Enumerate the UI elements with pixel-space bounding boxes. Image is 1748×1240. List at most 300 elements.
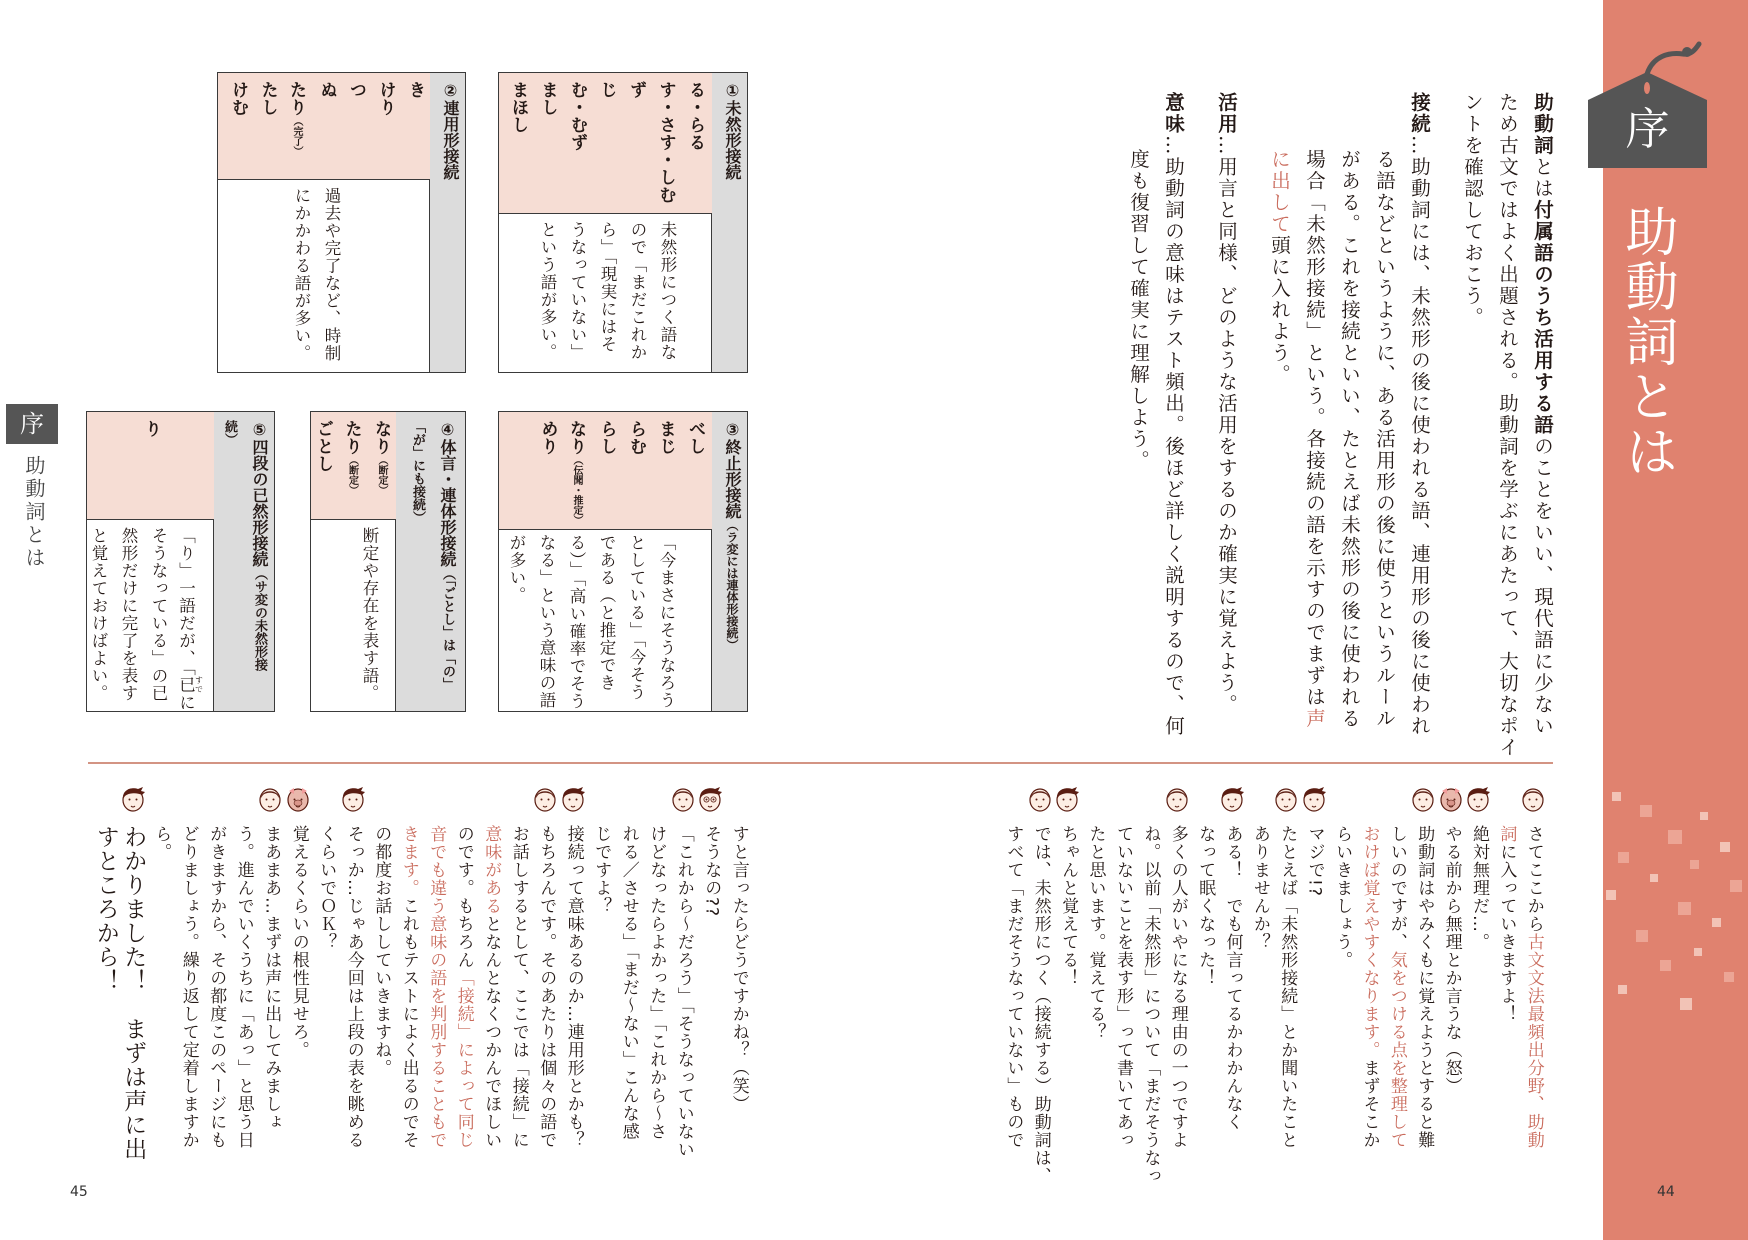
text-line (591, 534, 621, 711)
decor-square (1650, 874, 1658, 882)
highlight-text: 音でも違う意味の語を判別することもで (426, 825, 447, 1149)
text-line (341, 81, 371, 179)
text-segment: なり (566, 420, 586, 455)
dialogue-line (230, 786, 258, 1149)
table-word-list (499, 412, 712, 530)
text-segment: 「今まさにそうなろう (657, 534, 676, 709)
highlight-text: 気をつける点を整理して (1386, 951, 1407, 1149)
decor-square (1660, 960, 1671, 971)
body-text-line (1490, 92, 1525, 759)
text-segment: 覚えるくらいの根性見せろ。 (288, 825, 309, 1059)
text-segment: に入っていきますよ！ (1496, 843, 1517, 1023)
text-segment: る）」「高い確率でそう (567, 534, 586, 710)
text-segment: なって眠くなった！ (1195, 825, 1216, 987)
dialogue-line (1410, 786, 1437, 1149)
dialogue-line (1273, 786, 1300, 1149)
text-segment: けどなったらよかった」「これから〜さ (646, 825, 667, 1141)
text-segment: という語が多い。 (538, 221, 557, 361)
text-segment: けり (375, 81, 396, 116)
page-number-right: 44 (1657, 1184, 1675, 1200)
text-segment: …助動詞には、未然形の後に使われる語、連用形の後に使われ (1408, 135, 1431, 737)
teacher-avatar-icon (670, 786, 697, 825)
text-segment: に (176, 693, 196, 711)
text-segment: まし (537, 81, 558, 116)
decor-square (1612, 792, 1621, 801)
text-line (562, 221, 592, 372)
text-segment: 絶対無理だ…。 (1469, 825, 1490, 951)
avatar-spacer (147, 786, 174, 825)
text-segment: ありませんか？ (1249, 825, 1270, 951)
text-line (621, 81, 651, 213)
text-line (143, 527, 173, 711)
dialogue-text (505, 825, 532, 1149)
student-boy-avatar-icon (1465, 786, 1492, 825)
dialogue-line (1328, 786, 1355, 969)
table-explanation (87, 519, 214, 711)
text-segment: （完了） (291, 116, 302, 156)
text-line (402, 420, 432, 711)
avatar-spacer (1246, 786, 1273, 825)
text-segment: けむ (228, 81, 248, 116)
text-segment: （ラ変には連体形接続） (725, 519, 739, 651)
text-segment: わかりました！ まずは声に出 (120, 825, 147, 1161)
text-line (717, 81, 747, 372)
student-boy-avatar-icon (120, 786, 147, 825)
bold-term: 接続 (1408, 92, 1431, 135)
dialogue-text (1082, 825, 1109, 1041)
text-line (592, 221, 622, 372)
text-segment: が多い。 (507, 534, 526, 604)
dialogue-line (120, 786, 148, 1161)
text-segment: ②連用形接続 (441, 81, 460, 180)
avatar-spacer (1109, 786, 1136, 825)
text-segment: しいのですが、 (1386, 825, 1407, 951)
avatar-spacer (1492, 786, 1519, 825)
avatar-spacer (1082, 786, 1109, 825)
table-word-list (499, 73, 712, 214)
text-segment: む・むず (567, 81, 587, 151)
table-taigen-rentaikei (310, 411, 466, 712)
dialogue-text (340, 825, 367, 1149)
text-line (562, 420, 592, 529)
dialogue-line (340, 786, 368, 1149)
avatar-spacer (1328, 786, 1355, 825)
text-segment: す・さす・しむ (655, 81, 676, 204)
text-segment: ントを確認しておこう。 (1461, 92, 1484, 329)
avatar-spacer (999, 786, 1026, 825)
text-segment: ③終止形接続 (723, 420, 742, 519)
avatar-spacer (395, 786, 422, 825)
text-line (400, 81, 430, 179)
avatar-spacer (587, 786, 614, 825)
text-line (621, 534, 651, 711)
table-header (429, 73, 465, 372)
dialogue-line (147, 786, 175, 861)
text-segment: となんとなくつかんでほしい (481, 915, 502, 1149)
dialogue-line (1492, 786, 1519, 1023)
ruby-reading: すで (194, 676, 204, 694)
dialogue-line (1520, 786, 1547, 1149)
avatar-spacer (312, 786, 339, 825)
avatar-spacer (477, 786, 504, 825)
dialogue-text (1273, 825, 1300, 1149)
body-text-line (1332, 92, 1367, 730)
text-line (311, 81, 341, 179)
text-segment: たと思います。覚えてる？ (1085, 825, 1106, 1041)
table-word-list (311, 412, 396, 520)
text-line (286, 187, 316, 372)
dialogue-line (1300, 786, 1327, 897)
side-chapter-badge: 序 (6, 404, 58, 444)
text-segment: まじ (655, 420, 676, 455)
body-text-line (1367, 92, 1402, 730)
decor-square (1606, 890, 1616, 900)
text-line (337, 420, 367, 519)
text-segment: 度も復習して確実に理解しよう。 (1127, 149, 1150, 472)
dialogue-line (1383, 786, 1410, 1149)
avatar-spacer (422, 786, 449, 825)
pig-girl-avatar-icon (285, 786, 312, 825)
dialogue-text (119, 825, 147, 1161)
text-segment: ある！ でも何言ってるかわかんなく (1222, 825, 1243, 1131)
avatar-spacer (1383, 786, 1410, 825)
dialogue-text (1492, 825, 1519, 1023)
student-boy-avatar-icon (1219, 786, 1246, 825)
text-segment: （伝聞・推定） (571, 455, 582, 525)
dialogue-line (202, 786, 230, 1149)
avatar-spacer (725, 786, 752, 825)
dialogue-line (285, 786, 313, 1059)
teacher-avatar-icon (1520, 786, 1547, 825)
text-segment: なる」という意味の語 (537, 534, 556, 709)
text-line (621, 420, 651, 529)
dialogue-text (312, 825, 339, 951)
decor-square (1618, 985, 1627, 994)
text-segment: がある。これを接続といい、たとえば未然形の後に使われる (1338, 149, 1361, 730)
text-segment: 「が」にも接続） (410, 420, 425, 524)
text-line (591, 420, 621, 529)
dialogue-text (1383, 825, 1410, 1149)
body-text-line (1121, 92, 1156, 472)
text-segment: さてここから (1523, 825, 1544, 933)
text-line (113, 527, 143, 711)
body-text-line (1297, 92, 1332, 730)
table-explanation (311, 519, 396, 711)
dialogue-line (477, 786, 505, 1149)
avatar-spacer (175, 786, 202, 825)
dialogue-line (367, 786, 395, 1077)
dialogue-text (1520, 825, 1547, 1149)
decor-square (1712, 918, 1721, 927)
text-segment: のことをいい、現代語に少ない (1531, 436, 1554, 737)
dialogue-text (92, 825, 120, 993)
dialogue-text (999, 825, 1026, 1149)
text-segment: れる／させる」「まだ〜ない」こんな感 (618, 825, 639, 1141)
text-segment: らし (596, 420, 617, 455)
text-line (562, 81, 592, 213)
avatar-spacer (1191, 786, 1218, 825)
text-segment: ら」「現実にはそ (598, 221, 617, 353)
dialogue-left-page (92, 786, 752, 1161)
table-header (711, 73, 747, 372)
dialogue-line (1246, 786, 1273, 951)
text-segment: らいきましょう。 (1332, 825, 1353, 969)
dialogue-text (147, 825, 174, 861)
dialogue-text (1191, 825, 1218, 987)
table-renyokei (217, 72, 466, 373)
text-segment: としている」「今そう (627, 534, 646, 701)
body-text-line (1455, 92, 1490, 329)
dialogue-text (587, 825, 614, 915)
text-line (173, 527, 203, 711)
text-segment: 多くの人がいやになる理由の一つですよ (1167, 825, 1188, 1149)
text-segment: 続） (222, 420, 237, 446)
decor-square (1700, 812, 1708, 820)
dialogue-right-page (999, 786, 1547, 1185)
highlight-text: きます。 (398, 825, 419, 897)
highlight-text: おけば覚えやすくなります。 (1359, 825, 1380, 1059)
dialogue-line (1191, 786, 1218, 987)
dialogue-line (1355, 786, 1382, 1149)
text-segment: これもテストによく出るのでそ (398, 897, 419, 1149)
student-boy-avatar-icon (340, 786, 367, 825)
text-segment: マジで!? (1304, 825, 1325, 897)
text-line (316, 187, 346, 372)
text-segment: と覚えておけばよい。 (89, 527, 108, 702)
text-segment: 過去や完了など、時制 (322, 187, 341, 362)
text-segment: とは (1531, 156, 1554, 200)
bold-term: 付属語のうち活用する語 (1531, 199, 1554, 436)
text-line (282, 81, 312, 179)
dialogue-text (175, 825, 202, 1149)
text-segment: 接続って意味あるのか…連用形とかも？ (563, 825, 584, 1149)
table-explanation (499, 213, 712, 372)
dialogue-line (1081, 786, 1108, 1041)
body-text-line (1262, 92, 1297, 386)
text-segment: では、未然形につく（接続する）助動詞は、 (1030, 825, 1051, 1185)
dialogue-line (1136, 786, 1163, 1185)
text-line (214, 420, 244, 711)
text-line (532, 420, 562, 529)
text-segment: そうなの?? (701, 825, 722, 918)
table-header (395, 412, 465, 711)
dialogue-text (670, 825, 697, 1159)
dialogue-text (1410, 825, 1437, 1149)
text-segment: ず (626, 81, 646, 99)
dialogue-line (450, 786, 478, 1149)
text-segment: ちゃんと覚えてる！ (1058, 825, 1079, 987)
text-segment: まあまあ…まずは声に出してみましょ (261, 825, 282, 1131)
text-segment: （サ変の未然形接 (252, 567, 267, 671)
text-segment: たり (341, 420, 362, 455)
avatar-spacer (1136, 786, 1163, 825)
text-segment: 然形だけに完了を表す (119, 527, 138, 702)
dialogue-line (312, 786, 340, 951)
text-line (432, 420, 462, 711)
dialogue-text (230, 825, 257, 1149)
text-segment: じですよ？ (591, 825, 612, 915)
dialogue-line (92, 786, 120, 993)
body-text-line (1209, 92, 1244, 716)
student-boy-avatar-icon (1054, 786, 1081, 825)
text-segment: う。進んでいくうちに「あっ」と思う日 (233, 825, 254, 1149)
decor-square (1678, 902, 1691, 915)
dialogue-text (1219, 825, 1246, 1131)
teacher-avatar-icon (1410, 786, 1437, 825)
dialogue-text (367, 825, 394, 1077)
text-segment: たり (286, 81, 306, 116)
dialogue-line (1054, 786, 1081, 987)
dialogue-line (505, 786, 533, 1149)
student-boy-avatar-icon (560, 786, 587, 825)
avatar-spacer (230, 786, 257, 825)
text-segment: つ (346, 81, 366, 99)
text-segment: ため古文ではよく出題される。助動詞を学ぶにあたって、大切なポイ (1496, 92, 1519, 759)
dialogue-line (697, 786, 725, 917)
text-line (622, 221, 652, 372)
highlight-text: 声 (1303, 708, 1326, 730)
dialogue-line (615, 786, 643, 1141)
text-segment: すところから！ (92, 825, 119, 993)
highlight-text: 詞 (1496, 825, 1517, 843)
decor-square (1640, 805, 1652, 817)
text-segment: がきますから、その都度このページにも (206, 825, 227, 1149)
text-segment: ぬ (316, 81, 337, 99)
text-segment: やる前から無理とか言うな（怒） (1441, 825, 1462, 1095)
dialogue-line (1164, 786, 1191, 1149)
teacher-avatar-icon (1164, 786, 1191, 825)
dialogue-text (1246, 825, 1273, 951)
table-shushikei (498, 411, 748, 712)
chapter-title: 助動詞とは (1617, 204, 1678, 479)
dialogue-text (697, 825, 724, 917)
text-line (87, 527, 113, 711)
text-segment: 断定や存在を表す語。 (360, 527, 379, 702)
dialogue-text (450, 825, 477, 1149)
dialogue-line (1027, 786, 1054, 1185)
text-segment: ので「まだこれか (628, 221, 647, 361)
text-segment: そうなっている」の已 (149, 527, 168, 702)
text-line (650, 420, 680, 529)
decor-square (1720, 842, 1730, 852)
table-izenkei (86, 411, 275, 712)
text-segment: べし (685, 420, 705, 455)
table-mizenkei (498, 72, 748, 373)
text-segment: （断定） (346, 455, 358, 495)
text-segment: そっか…じゃあ今回は上段の表を眺める (343, 825, 364, 1149)
table-header (213, 412, 274, 711)
text-line (311, 420, 337, 519)
teacher-avatar-icon (1027, 786, 1054, 825)
dialogue-text (1301, 825, 1328, 897)
dialogue-text (1328, 825, 1355, 969)
avatar-spacer (505, 786, 532, 825)
glasses-boy-avatar-icon (697, 786, 724, 825)
decor-square (1724, 972, 1734, 982)
decor-square (1636, 930, 1648, 942)
text-segment: たし (257, 81, 278, 116)
text-segment: 「り」一語だが、「 (176, 527, 196, 677)
avatar-spacer (1355, 786, 1382, 825)
text-segment: まずそこか (1359, 1059, 1380, 1149)
body-text-line (1156, 92, 1191, 737)
page-number-left: 45 (70, 1184, 88, 1200)
intro-body-text (1121, 92, 1560, 759)
text-segment: 場合「未然形接続」という。各接続の語を示すのでまずは (1303, 149, 1326, 708)
text-segment: 頭に入れよう。 (1268, 235, 1291, 386)
text-line (680, 420, 710, 529)
text-segment: （「ごとし」は「の」 (440, 567, 455, 691)
table-header (711, 412, 747, 711)
text-segment: …助動詞の意味はテスト頻出。後ほど詳しく説明するので、何 (1162, 135, 1185, 737)
text-segment: 已 すで (176, 676, 204, 694)
text-line (370, 81, 400, 179)
text-line (532, 221, 562, 372)
chapter-badge: 序 (1625, 104, 1670, 155)
bold-term: 助動詞 (1531, 92, 1554, 157)
dialogue-line (1465, 786, 1492, 951)
dialogue-text (1465, 825, 1492, 951)
dialogue-text (395, 825, 422, 1149)
text-segment: うなっていない」 (568, 221, 587, 361)
table-word-list (218, 73, 430, 180)
body-text-line (1525, 92, 1560, 737)
text-segment: どりましょう。繰り返して定着しますか (178, 825, 199, 1149)
text-segment: なり (371, 420, 391, 455)
dialogue-text (532, 825, 559, 1149)
text-segment: 未然形につく語な (658, 221, 677, 361)
text-segment: にかかわる語が多い。 (292, 187, 311, 362)
dialogue-text (615, 825, 642, 1141)
text-segment: たとえば「未然形接続」とか聞いたこと (1277, 825, 1298, 1149)
avatar-spacer (367, 786, 394, 825)
dialogue-line (725, 786, 753, 1113)
text-line (591, 81, 621, 213)
dialogue-text (1164, 825, 1191, 1149)
text-segment: き (405, 81, 425, 99)
dialogue-text (1054, 825, 1081, 987)
teacher-avatar-icon (532, 786, 559, 825)
text-segment: じ (596, 81, 617, 99)
dialogue-text (725, 825, 752, 1113)
decor-square (1730, 880, 1742, 892)
text-segment: る語などというように、ある活用形の後に使うというルール (1373, 149, 1396, 730)
section-divider (88, 762, 1553, 764)
dialogue-text (560, 825, 587, 1149)
student-boy-avatar-icon (1301, 786, 1328, 825)
text-segment: ①未然形接続 (723, 81, 742, 180)
text-segment: 助動詞はやみくもに覚えようとすると難 (1414, 825, 1435, 1149)
text-segment: …用言と同様、どのような活用をするのか確実に覚えよう。 (1215, 135, 1238, 716)
teacher-avatar-icon (257, 786, 284, 825)
text-segment: らむ (626, 420, 646, 455)
dialogue-text (422, 825, 449, 1149)
text-line (680, 81, 710, 213)
text-line (532, 81, 562, 213)
dialogue-text (257, 825, 284, 1131)
text-line (136, 420, 166, 519)
text-segment: もちろんです。そのあたりは個々の語で (536, 825, 557, 1149)
dialogue-text (285, 825, 312, 1059)
text-line (717, 420, 747, 711)
text-line (503, 81, 533, 213)
highlight-text: 古文文法最頻出分野、助動 (1523, 933, 1544, 1149)
dialogue-text (202, 825, 229, 1149)
decor-square (1680, 998, 1692, 1010)
text-segment: る・らる (685, 81, 705, 151)
text-segment: すべて「まだそうなっていない」もので (1003, 825, 1024, 1149)
text-segment: くらいでＯＫ？ (316, 825, 337, 951)
